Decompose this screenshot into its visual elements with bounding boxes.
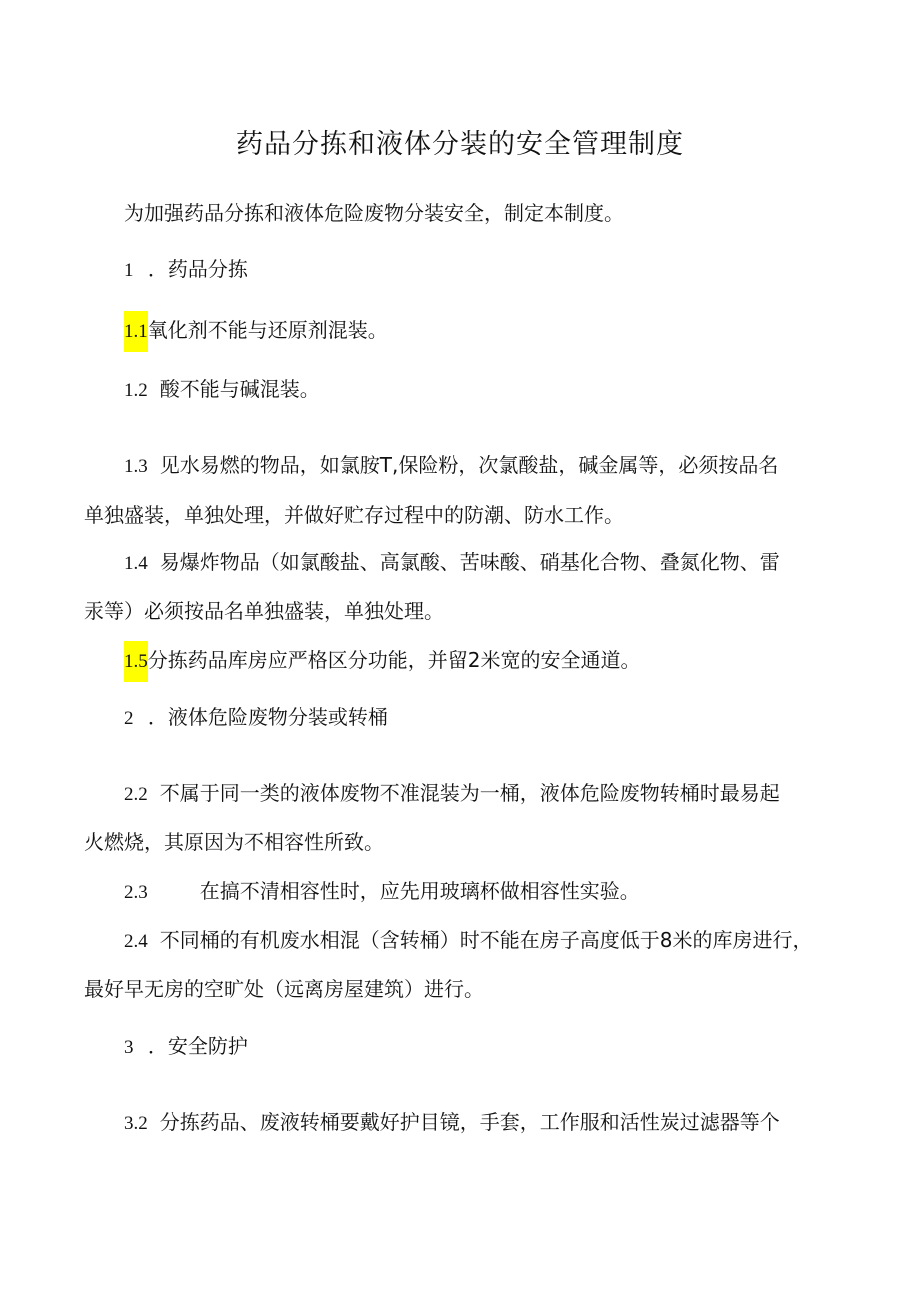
item-text: 分拣药品库房应严格区分功能，并留2米宽的安全通道。 [147, 648, 641, 672]
section-number: 2 [124, 708, 134, 729]
section-title: ．安全防护 [147, 1034, 248, 1058]
section-number: 3 [124, 1037, 134, 1058]
list-item [124, 1110, 780, 1136]
list-item [124, 928, 812, 954]
item-continuation: 单独盛装，单独处理，并做好贮存过程中的防潮、防水工作。 [84, 503, 624, 527]
item-text: 氧化剂不能与还原剂混装。 [147, 318, 388, 342]
section-title: ．药品分拣 [147, 257, 248, 281]
item-text: 分拣药品、废液转桶要戴好护目镜，手套，工作服和活性炭过滤器等个 [159, 1110, 780, 1134]
item-number: 1.1 [124, 311, 148, 352]
intro-paragraph: 为加强药品分拣和液体危险废物分装安全，制定本制度。 [124, 201, 624, 225]
section-title: ．液体危险废物分装或转桶 [147, 705, 388, 729]
list-item [124, 318, 388, 344]
list-item [124, 453, 778, 479]
item-continuation: 火燃烧，其原因为不相容性所致。 [84, 830, 384, 854]
item-number: 1.5 [124, 641, 148, 682]
item-number: 1.2 [124, 380, 148, 401]
section-heading-2 [124, 705, 388, 731]
list-item [124, 377, 320, 403]
list-item [124, 648, 640, 674]
section-number: 1 [124, 260, 134, 281]
item-number: 2.3 [124, 882, 148, 903]
section-heading-3 [124, 1034, 248, 1060]
section-heading-1 [124, 257, 248, 283]
item-number: 1.4 [124, 553, 148, 574]
item-continuation: 最好早无房的空旷处（远离房屋建筑）进行。 [84, 977, 484, 1001]
item-text: 酸不能与碱混装。 [159, 377, 320, 401]
item-text: 在搞不清相容性时，应先用玻璃杯做相容性实验。 [199, 879, 640, 903]
page-title: 药品分拣和液体分装的安全管理制度 [236, 129, 684, 160]
item-text: 不属于同一类的液体废物不准混装为一桶，液体危险废物转桶时最易起 [159, 781, 780, 805]
item-text: 易爆炸物品（如氯酸盐、高氯酸、苦味酸、硝基化合物、叠氮化物、雷 [159, 550, 780, 574]
item-continuation: 汞等）必须按品名单独盛装，单独处理。 [84, 599, 444, 623]
item-number: 2.4 [124, 931, 148, 952]
item-text: 见水易燃的物品，如氯胺T,保险粉，次氯酸盐，碱金属等，必须按品名 [159, 453, 779, 477]
item-text: 不同桶的有机废水相混（含转桶）时不能在房子高度低于8米的库房进行， [159, 928, 813, 952]
item-number: 1.3 [124, 456, 148, 477]
item-number: 2.2 [124, 784, 148, 805]
list-item [124, 879, 640, 905]
list-item [124, 550, 780, 576]
item-number: 3.2 [124, 1113, 148, 1134]
list-item [124, 781, 780, 807]
